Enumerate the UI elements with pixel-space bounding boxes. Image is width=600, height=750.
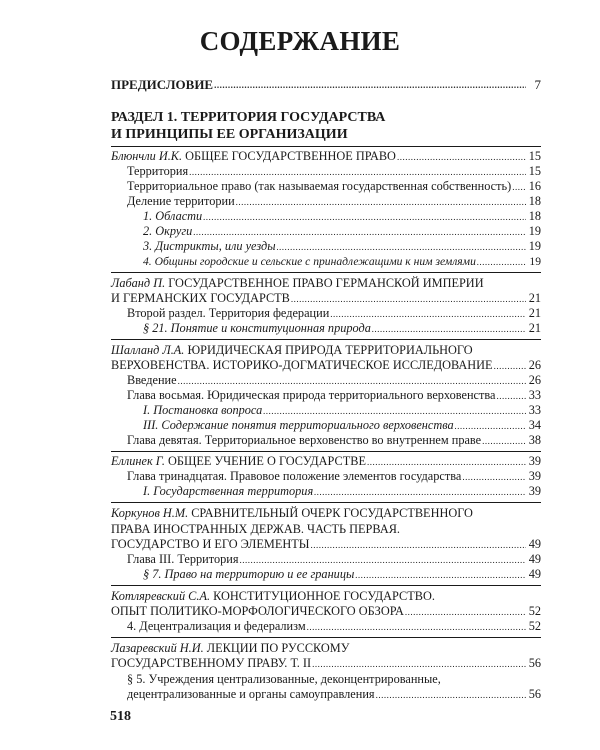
page-title: СОДЕРЖАНИЕ (199, 26, 401, 56)
divider (111, 146, 541, 147)
page-number: 518 (110, 709, 131, 724)
toc-entry-label: Второй раздел. Территория федерации (127, 306, 330, 320)
toc-entry-label: I. Постановка вопроса (143, 403, 263, 417)
toc-entry-subitem[interactable] (111, 567, 541, 582)
leader-dots (314, 488, 526, 499)
toc-page-number: 15 (528, 164, 541, 178)
leader-dots (236, 198, 526, 209)
work-title: ГОСУДАРСТВО И ЕГО ЭЛЕМЕНТЫ (111, 537, 310, 551)
leader-dots (496, 392, 526, 403)
work-title: ОБЩЕЕ УЧЕНИЕ О ГОСУДАРСТВЕ (168, 454, 366, 468)
divider (111, 272, 541, 273)
toc-entry-item[interactable] (111, 373, 541, 388)
work-title: ОБЩЕЕ ГОСУДАРСТВЕННОЕ ПРАВО (185, 149, 396, 163)
toc-entry-label: ПРЕДИСЛОВИЕ (111, 77, 214, 92)
toc-entry-work[interactable] (111, 149, 541, 164)
toc-entry-label: § 7. Право на территорию и ее границы (143, 567, 355, 581)
work-title-line (111, 342, 541, 358)
toc-page-number: 38 (528, 433, 541, 447)
toc-page-number: 52 (528, 619, 541, 633)
work-author: Лабанд П. (111, 276, 166, 290)
toc-entry-item[interactable] (111, 306, 541, 321)
leader-dots (277, 243, 526, 254)
toc-page-number: 18 (528, 194, 541, 208)
toc-page-number: 18 (528, 209, 541, 223)
leader-dots (397, 153, 526, 164)
toc-page-number: 26 (528, 373, 541, 387)
toc-entry-subitem[interactable] (111, 209, 541, 224)
divider (111, 585, 541, 586)
leader-dots (372, 325, 526, 336)
leader-dots (367, 458, 526, 469)
toc-page-number: 49 (528, 567, 541, 581)
work-title-line (111, 588, 541, 604)
toc-entry-subitem[interactable] (111, 239, 541, 254)
toc-page-number: 33 (528, 403, 541, 417)
toc-page-number: 21 (528, 321, 541, 335)
toc-entry-label (111, 149, 396, 164)
toc-entry-item[interactable] (111, 469, 541, 484)
work-title: КОНСТИТУЦИОННОЕ ГОСУДАРСТВО. (213, 589, 435, 603)
toc-page-number: 39 (528, 454, 541, 468)
work-author: Котляревский С.А. (111, 589, 211, 603)
toc-entry-label: 2. Округи (143, 224, 193, 238)
work-title: ВЕРХОВЕНСТВА. ИСТОРИКО-ДОГМАТИЧЕСКОЕ ИССЛЕДОВАНИЕ (111, 358, 493, 372)
toc-entry-item[interactable] (111, 687, 541, 702)
leader-dots (189, 168, 526, 179)
toc-page-number: 56 (528, 687, 541, 701)
toc-entry-item[interactable] (111, 433, 541, 448)
toc-entry-label: Глава девятая. Территориальное верховенство во внутреннем праве (127, 433, 482, 447)
toc-entry-item[interactable] (111, 179, 541, 194)
leader-dots (462, 473, 526, 484)
toc-entry-subitem[interactable] (111, 254, 541, 269)
work-author: Лазаревский Н.И. (111, 641, 204, 655)
work-title-line (111, 640, 541, 656)
toc-page-number: 49 (528, 552, 541, 566)
leader-dots (291, 295, 526, 306)
toc-page-number: 19 (529, 255, 541, 268)
toc-entry-label: 3. Дистрикты, или уезды (143, 239, 276, 253)
work-title: СРАВНИТЕЛЬНЫЙ ОЧЕРК ГОСУДАРСТВЕННОГО (191, 506, 473, 520)
leader-dots (214, 81, 526, 92)
toc-page-number: 26 (528, 358, 541, 372)
toc-entry-item[interactable] (111, 194, 541, 209)
work-title: ОПЫТ ПОЛИТИКО-МОРФОЛОГИЧЕСКОГО ОБЗОРА (111, 604, 404, 618)
toc-entry-label: Глава тринадцатая. Правовое положение элементов государства (127, 469, 462, 483)
leader-dots (512, 183, 526, 194)
toc-entry-subitem[interactable] (111, 418, 541, 433)
toc-page-number: 56 (528, 656, 541, 670)
toc-page-number: 15 (528, 149, 541, 163)
leader-dots (193, 228, 526, 239)
toc-entry-subitem[interactable] (111, 484, 541, 499)
work-title: ГОСУДАРСТВЕННОЕ ПРАВО ГЕРМАНСКОЙ ИМПЕРИИ (168, 276, 484, 290)
work-author: Еллинек Г. (111, 454, 165, 468)
toc-entry-subitem[interactable] (111, 224, 541, 239)
work-title: И ГЕРМАНСКИХ ГОСУДАРСТВ (111, 291, 290, 305)
leader-dots (330, 310, 526, 321)
leader-dots (477, 258, 526, 269)
toc-entry-label: 4. Общины городские и сельские с принадлежащими к ним землями (143, 255, 476, 268)
leader-dots (240, 556, 526, 567)
toc-entry-label: 1. Области (143, 209, 203, 223)
toc-entry-work[interactable] (111, 656, 541, 671)
toc-entry-work[interactable] (111, 604, 541, 619)
toc-entry-label: децентрализованные и органы самоуправления (127, 687, 375, 701)
toc-entry-label (111, 454, 366, 469)
toc-entry-label: Глава III. Территория (127, 552, 239, 566)
toc-entry-item[interactable] (111, 388, 541, 403)
toc-page-number: 52 (528, 604, 541, 618)
toc-page-number: 49 (528, 537, 541, 551)
toc-entry-subitem[interactable] (111, 321, 541, 336)
toc-page-number: 19 (528, 224, 541, 238)
leader-dots (355, 571, 526, 582)
divider (111, 637, 541, 638)
leader-dots (307, 623, 526, 634)
toc-entry-item[interactable] (111, 619, 541, 634)
leader-dots (312, 660, 526, 671)
table-of-contents (111, 74, 541, 702)
section-heading (111, 109, 541, 143)
toc-entry-preface[interactable] (111, 77, 541, 92)
leader-dots (203, 213, 526, 224)
toc-entry-label: Глава восьмая. Юридическая природа территориального верховенства (127, 388, 496, 402)
toc-page-number: 19 (528, 239, 541, 253)
toc-entry-label: § 21. Понятие и конституционная природа (143, 321, 371, 335)
leader-dots (494, 362, 526, 373)
toc-entry-work[interactable] (111, 358, 541, 373)
toc-entry-label: 4. Децентрализация и федерализм (127, 619, 306, 633)
toc-page-number: 21 (528, 306, 541, 320)
leader-dots (455, 422, 526, 433)
work-title: ЮРИДИЧЕСКАЯ ПРИРОДА ТЕРРИТОРИАЛЬНОГО (187, 343, 473, 357)
work-author: Блюнчли И.К. (111, 149, 183, 163)
toc-page-number: 39 (528, 484, 541, 498)
toc-entry-label: Территориальное право (так называемая государственная собственность) (127, 179, 512, 193)
work-title-line: ПРАВА ИНОСТРАННЫХ ДЕРЖАВ. ЧАСТЬ ПЕРВАЯ. (111, 522, 400, 536)
work-title-line (111, 505, 541, 521)
toc-entry-item[interactable] (111, 164, 541, 179)
section-heading-line: РАЗДЕЛ 1. ТЕРРИТОРИЯ ГОСУДАРСТВА (111, 110, 386, 125)
section-heading-line: И ПРИНЦИПЫ ЕЕ ОРГАНИЗАЦИИ (111, 127, 348, 142)
toc-page-number: 33 (528, 388, 541, 402)
toc-entry-label: Территория (127, 164, 189, 178)
toc-page-number: 39 (528, 469, 541, 483)
divider (111, 339, 541, 340)
toc-entry-label: Деление территории (127, 194, 235, 208)
work-title-line (111, 275, 541, 291)
toc-entry-work[interactable] (111, 537, 541, 552)
work-title: ГОСУДАРСТВЕННОМУ ПРАВУ. Т. II (111, 656, 312, 670)
toc-entry-work[interactable] (111, 454, 541, 469)
toc-entry-item[interactable] (111, 552, 541, 567)
leader-dots (376, 691, 526, 702)
leader-dots (178, 377, 526, 388)
toc-page-number: 16 (528, 179, 541, 193)
leader-dots (263, 407, 526, 418)
toc-page-number: 21 (528, 291, 541, 305)
work-title: ЛЕКЦИИ ПО РУССКОМУ (206, 641, 350, 655)
toc-entry-label: I. Государственная территория (143, 484, 314, 498)
toc-page-number: 34 (528, 418, 541, 432)
toc-entry-item-line: § 5. Учреждения централизованные, деконцентрированные, (127, 672, 441, 686)
divider (111, 502, 541, 503)
toc-page-number: 7 (534, 77, 541, 92)
toc-entry-label: III. Содержание понятия территориального верховенства (143, 418, 454, 432)
divider (111, 451, 541, 452)
toc-entry-subitem[interactable] (111, 403, 541, 418)
leader-dots (482, 437, 526, 448)
leader-dots (310, 541, 526, 552)
toc-entry-label: Введение (127, 373, 177, 387)
work-author: Шалланд Л.А. (111, 343, 185, 357)
toc-entry-work[interactable] (111, 291, 541, 306)
leader-dots (405, 608, 526, 619)
work-author: Коркунов Н.М. (111, 506, 189, 520)
